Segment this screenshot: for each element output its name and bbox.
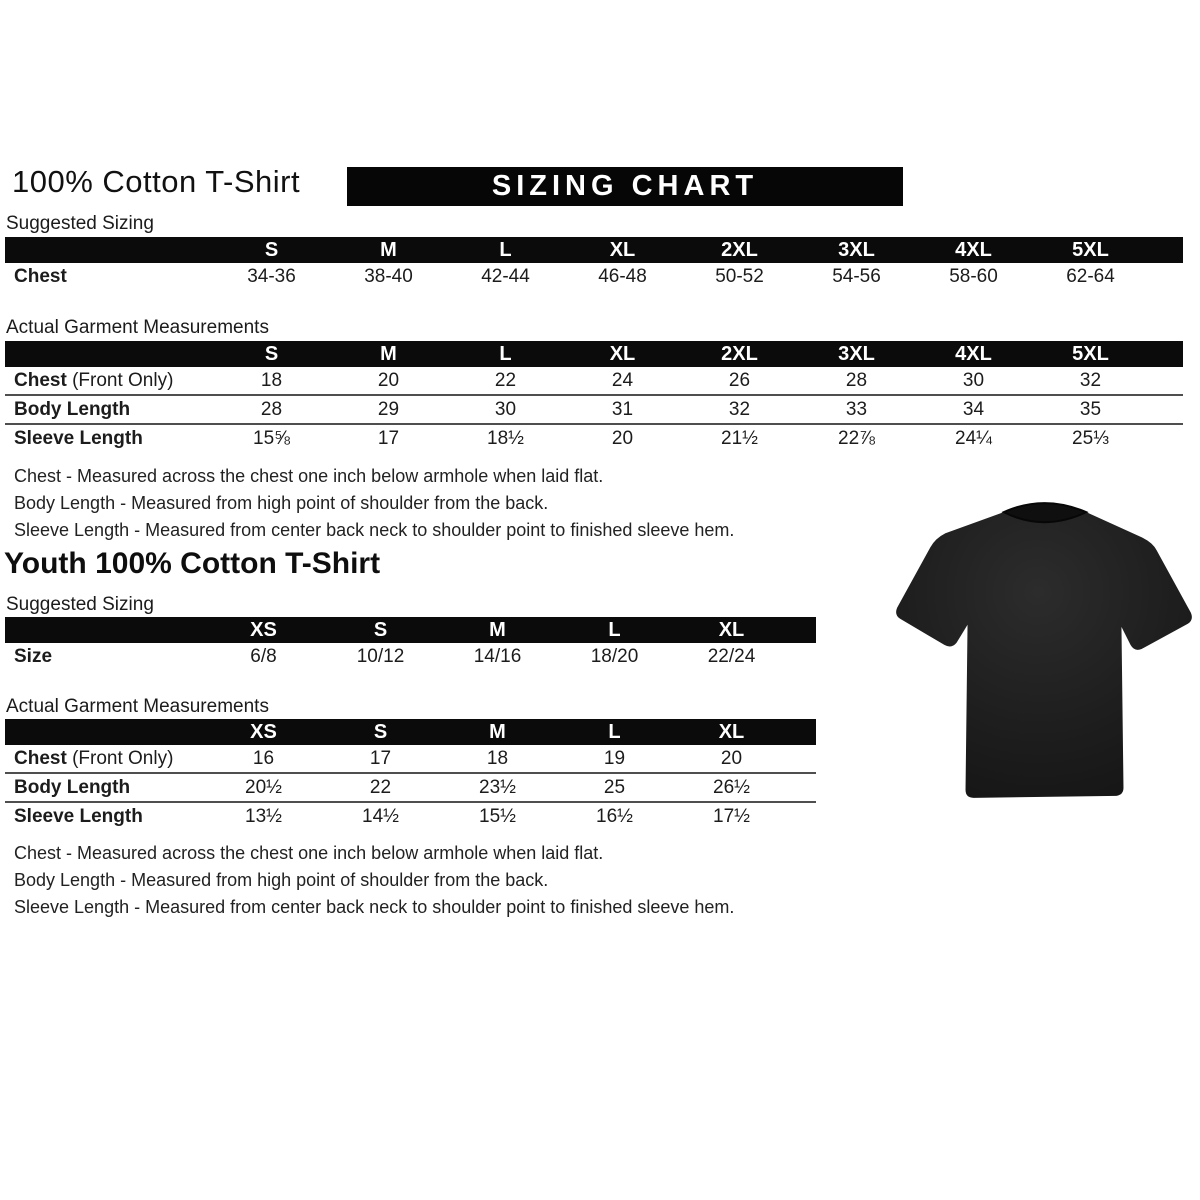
header-row (5, 237, 1183, 263)
row-spacer-cell (1149, 424, 1183, 452)
measurement-value: 26 (728, 369, 751, 391)
size-column-header: XL (673, 617, 790, 643)
measurement-value: 13½ (205, 802, 322, 830)
note-line: Chest - Measured across the chest one inch below armhole when laid flat. (14, 466, 604, 486)
header-spacer-cell (1149, 341, 1183, 367)
note-line: Sleeve Length - Measured from center back neck to shoulder point to finished sleeve hem. (14, 520, 735, 540)
adult-actual-measurements-table (5, 341, 1183, 452)
measurement-value: 34-36 (247, 265, 296, 287)
measurement-value: 22⅞ (798, 424, 915, 452)
youth-suggested-sizing-label: Suggested Sizing (6, 594, 154, 615)
measurement-value: 26½ (673, 773, 790, 802)
table-row (5, 424, 1183, 452)
size-column-header: 4XL (915, 341, 1032, 367)
size-column-header: 5XL (1032, 237, 1149, 263)
size-column-header: M (439, 617, 556, 643)
measurement-value: 29 (330, 395, 447, 424)
measurement-value: 17½ (673, 802, 790, 830)
note-line: Chest - Measured across the chest one inch below armhole when laid flat. (14, 843, 604, 863)
measurement-value: 34 (915, 395, 1032, 424)
adult-suggested-sizing-table (5, 237, 1183, 290)
measurement-value: 19 (603, 747, 626, 769)
measurement-value: 6/8 (250, 645, 277, 667)
size-column-header: L (556, 617, 673, 643)
measurement-value: 42-44 (481, 265, 530, 287)
size-column-header: S (322, 617, 439, 643)
size-column-header: M (330, 237, 447, 263)
size-column-header: XL (564, 341, 681, 367)
row-spacer-cell (790, 643, 816, 670)
size-column-header: 2XL (681, 237, 798, 263)
header-label-cell (5, 719, 205, 745)
measurement-value: 18 (260, 369, 283, 391)
size-column-header: XL (564, 237, 681, 263)
row-spacer-cell (1149, 395, 1183, 424)
measurement-value: 50-52 (715, 265, 764, 287)
measurement-value: 46-48 (598, 265, 647, 287)
sizing-chart-banner (347, 167, 903, 206)
measurement-value: 18½ (447, 424, 564, 452)
measurement-value: 18 (486, 747, 509, 769)
page-title: 100% Cotton T-Shirt (12, 164, 301, 199)
black-tshirt-image (893, 490, 1195, 822)
table-row (5, 643, 816, 670)
header-row (5, 341, 1183, 367)
adult-suggested-sizing-label: Suggested Sizing (6, 213, 154, 234)
measurement-value: 58-60 (949, 265, 998, 287)
measurement-value: 23½ (439, 773, 556, 802)
size-column-header: 2XL (681, 341, 798, 367)
row-label: Chest (Front Only) (14, 369, 174, 391)
youth-page-title: Youth 100% Cotton T-Shirt (4, 547, 381, 580)
measurement-value: 62-64 (1066, 265, 1115, 287)
table-row (5, 367, 1183, 395)
row-label: Chest (14, 265, 67, 287)
measurement-value: 25 (556, 773, 673, 802)
measurement-value: 22/24 (707, 645, 756, 667)
adult-measurement-notes (14, 466, 734, 547)
youth-actual-measurements-label: Actual Garment Measurements (6, 696, 269, 717)
header-label-cell (5, 237, 213, 263)
row-spacer-cell (790, 802, 816, 830)
size-column-header: M (330, 341, 447, 367)
table-row (5, 773, 816, 802)
measurement-value: 10/12 (356, 645, 405, 667)
size-column-header: XS (205, 617, 322, 643)
row-spacer-cell (1149, 367, 1183, 395)
row-label: Sleeve Length (5, 802, 205, 830)
table-row (5, 263, 1183, 290)
measurement-value: 17 (330, 424, 447, 452)
row-label: Body Length (5, 395, 213, 424)
tshirt-body-shape (896, 504, 1192, 798)
size-column-header: 5XL (1032, 341, 1149, 367)
youth-actual-measurements-table (5, 719, 816, 830)
measurement-value: 32 (1079, 369, 1102, 391)
row-spacer-cell (1149, 263, 1183, 290)
measurement-value: 17 (369, 747, 392, 769)
measurement-value: 38-40 (364, 265, 413, 287)
measurement-value: 32 (681, 395, 798, 424)
measurement-value: 14/16 (473, 645, 522, 667)
header-spacer-cell (1149, 237, 1183, 263)
note-line: Body Length - Measured from high point of shoulder from the back. (14, 870, 549, 890)
measurement-value: 30 (962, 369, 985, 391)
row-label: Body Length (5, 773, 205, 802)
header-label-cell (5, 341, 213, 367)
note-line: Body Length - Measured from high point of shoulder from the back. (14, 493, 549, 513)
measurement-value: 35 (1032, 395, 1149, 424)
header-label-cell (5, 617, 205, 643)
youth-suggested-sizing-table (5, 617, 816, 670)
note-line: Sleeve Length - Measured from center back neck to shoulder point to finished sleeve hem. (14, 897, 735, 917)
header-spacer-cell (790, 719, 816, 745)
measurement-value: 22 (494, 369, 517, 391)
youth-measurement-notes (14, 843, 734, 924)
size-column-header: XS (205, 719, 322, 745)
size-column-header: 4XL (915, 237, 1032, 263)
row-spacer-cell (790, 773, 816, 802)
measurement-value: 20½ (205, 773, 322, 802)
measurement-value: 25⅓ (1032, 424, 1149, 452)
measurement-value: 28 (213, 395, 330, 424)
header-row (5, 719, 816, 745)
table-row (5, 745, 816, 773)
size-column-header: S (213, 237, 330, 263)
measurement-value: 15⅝ (213, 424, 330, 452)
measurement-value: 16½ (556, 802, 673, 830)
size-column-header: L (556, 719, 673, 745)
measurement-value: 15½ (439, 802, 556, 830)
measurement-value: 20 (377, 369, 400, 391)
measurement-value: 24 (611, 369, 634, 391)
size-column-header: S (213, 341, 330, 367)
measurement-value: 20 (720, 747, 743, 769)
sizing-chart-banner-text: SIZING CHART (491, 170, 759, 202)
measurement-value: 28 (845, 369, 868, 391)
size-column-header: S (322, 719, 439, 745)
measurement-value: 21½ (681, 424, 798, 452)
tshirt-graphic (893, 490, 1195, 822)
row-label: Size (14, 645, 53, 667)
header-spacer-cell (790, 617, 816, 643)
measurement-value: 54-56 (832, 265, 881, 287)
size-column-header: M (439, 719, 556, 745)
measurement-value: 24¼ (915, 424, 1032, 452)
measurement-value: 30 (447, 395, 564, 424)
measurement-value: 14½ (322, 802, 439, 830)
measurement-value: 18/20 (590, 645, 639, 667)
adult-actual-measurements-label: Actual Garment Measurements (6, 317, 269, 338)
row-label: Sleeve Length (5, 424, 213, 452)
header-row (5, 617, 816, 643)
measurement-value: 22 (322, 773, 439, 802)
size-column-header: 3XL (798, 341, 915, 367)
size-column-header: L (447, 341, 564, 367)
measurement-value: 33 (798, 395, 915, 424)
measurement-value: 20 (564, 424, 681, 452)
size-column-header: L (447, 237, 564, 263)
size-column-header: XL (673, 719, 790, 745)
table-row (5, 802, 816, 830)
table-row (5, 395, 1183, 424)
row-spacer-cell (790, 745, 816, 773)
size-column-header: 3XL (798, 237, 915, 263)
measurement-value: 31 (564, 395, 681, 424)
row-label: Chest (Front Only) (14, 747, 174, 769)
measurement-value: 16 (252, 747, 275, 769)
